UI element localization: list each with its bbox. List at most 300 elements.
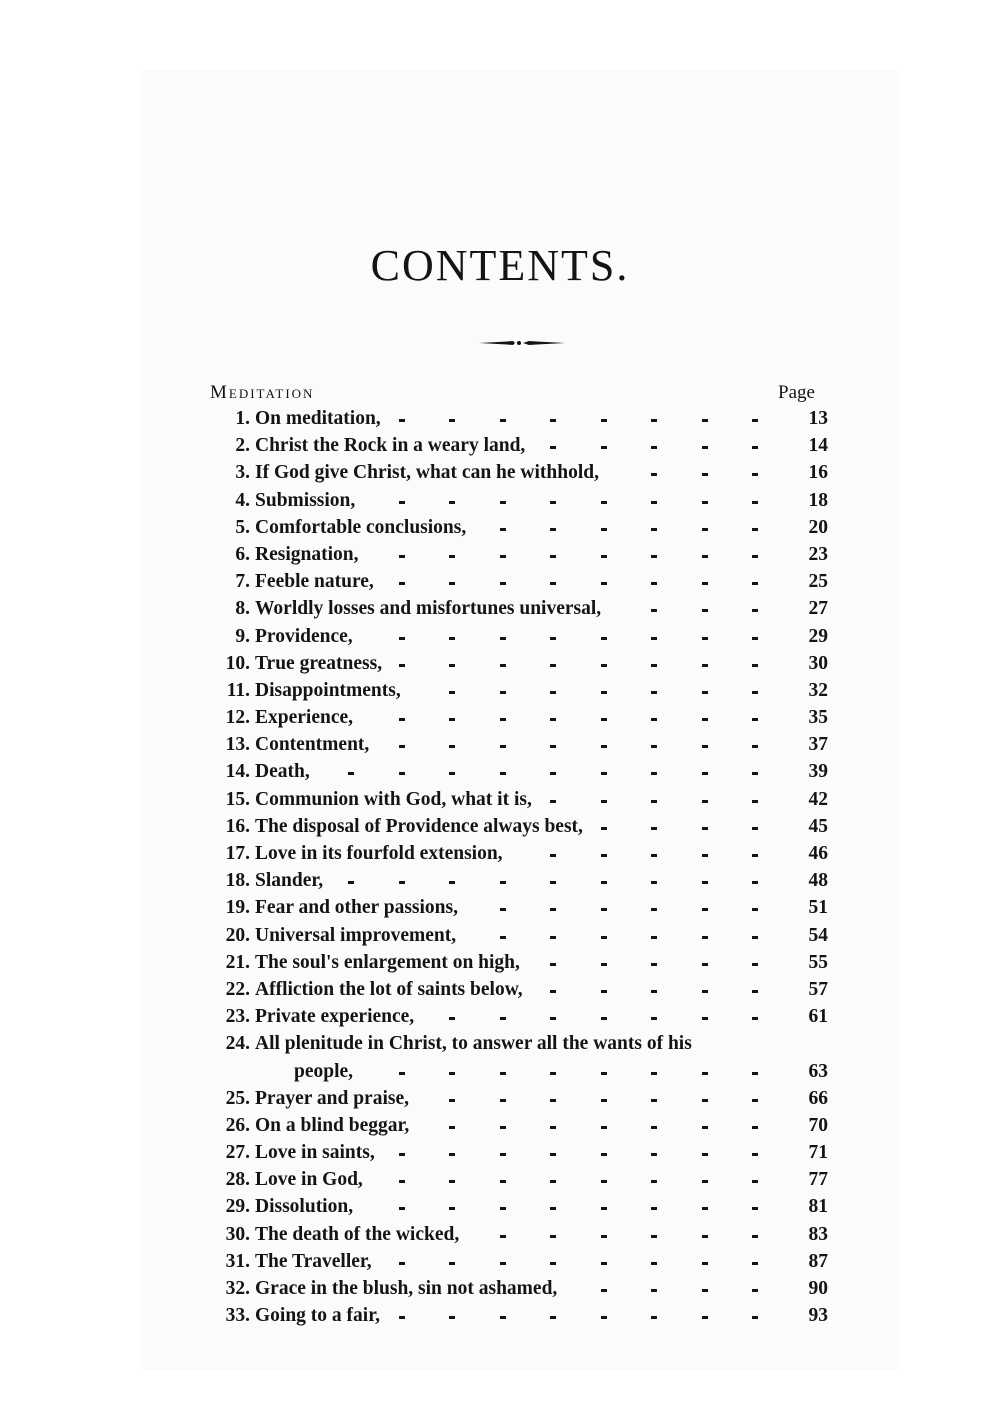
dot-leader [0, 1303, 1000, 1330]
leader-dot [348, 881, 354, 884]
dot-leader [0, 515, 1000, 542]
entry-number: 15. [225, 788, 250, 810]
leader-dot [601, 1262, 607, 1265]
leader-dot [399, 745, 405, 748]
leader-dot [752, 718, 758, 721]
dot-leader [0, 651, 1000, 678]
leader-dot [449, 1072, 455, 1075]
dot-leader [0, 1167, 1000, 1194]
leader-dot [601, 936, 607, 939]
entry-number: 11. [226, 679, 250, 701]
leader-dot [449, 1126, 455, 1129]
entry-page-number: 45 [808, 815, 828, 837]
leader-dot [651, 1289, 657, 1292]
leader-dot [550, 1099, 556, 1102]
leader-dot [651, 827, 657, 830]
entry-page-number: 14 [808, 435, 828, 457]
entry-page-number: 35 [808, 707, 828, 729]
entry-number: 8. [235, 598, 250, 620]
leader-dot [500, 772, 506, 775]
leader-dot [500, 718, 506, 721]
entry-number: 4. [235, 489, 250, 511]
toc-entry [0, 1004, 1000, 1031]
leader-dot [752, 908, 758, 911]
leader-dot [702, 908, 708, 911]
entry-page-number: 66 [808, 1087, 828, 1109]
leader-dot [702, 664, 708, 667]
leader-dot [399, 1316, 405, 1319]
leader-dot [702, 745, 708, 748]
dot-leader [0, 596, 1000, 623]
entry-number: 5. [235, 516, 250, 538]
leader-dot [601, 881, 607, 884]
leader-dot [500, 1235, 506, 1238]
entry-page-number: 46 [808, 843, 828, 864]
leader-dot [500, 1099, 506, 1102]
dot-leader [0, 787, 1000, 814]
toc-entry [0, 868, 1000, 895]
entry-title: Disappointments, [255, 679, 401, 701]
entry-page-number: 81 [808, 1196, 828, 1218]
entry-number: 27. [225, 1142, 250, 1164]
leader-dot [651, 664, 657, 667]
leader-dot [651, 637, 657, 640]
leader-dot [651, 1207, 657, 1210]
leader-dot [752, 772, 758, 775]
leader-dot [752, 555, 758, 558]
leader-dot [651, 1153, 657, 1156]
toc-entry [0, 569, 1000, 596]
leader-dot [702, 609, 708, 612]
leader-dot [702, 772, 708, 775]
toc-entry [0, 787, 1000, 814]
entry-page-number: 18 [808, 489, 828, 511]
leader-dot [601, 718, 607, 721]
entry-page-number: 57 [808, 978, 828, 1000]
leader-dot [651, 1235, 657, 1238]
leader-dot [752, 691, 758, 694]
leader-dot [752, 1099, 758, 1102]
leader-dot [702, 1207, 708, 1210]
entry-title: Going to a fair, [255, 1305, 380, 1327]
dot-leader [0, 868, 1000, 895]
leader-dot [651, 446, 657, 449]
leader-dot [601, 772, 607, 775]
leader-dot [752, 854, 758, 857]
entry-page-number: 27 [808, 598, 828, 620]
toc-entry [0, 1086, 1000, 1113]
leader-dot [651, 881, 657, 884]
toc-entry [0, 895, 1000, 922]
entry-title: Comfortable conclusions, [255, 516, 467, 538]
leader-dot [702, 1180, 708, 1183]
leader-dot [550, 854, 556, 857]
leader-dot [550, 1072, 556, 1075]
entry-title: Private experience, [255, 1006, 415, 1028]
leader-dot [651, 501, 657, 504]
entry-number: 17. [225, 843, 250, 864]
leader-dot [449, 1207, 455, 1210]
leader-dot [399, 637, 405, 640]
leader-dot [651, 1017, 657, 1020]
leader-dot [702, 637, 708, 640]
leader-dot [601, 419, 607, 422]
entry-page-number: 90 [808, 1278, 828, 1299]
leader-dot [601, 963, 607, 966]
entry-page-number: 13 [808, 408, 828, 429]
entry-number: 29. [225, 1196, 250, 1218]
leader-dot [702, 1316, 708, 1319]
leader-dot [651, 419, 657, 422]
leader-dot [752, 745, 758, 748]
leader-dot [449, 772, 455, 775]
toc-entry [0, 977, 1000, 1004]
entry-page-number: 71 [808, 1142, 828, 1164]
entry-number: 3. [235, 462, 250, 484]
leader-dot [752, 1316, 758, 1319]
dot-leader [0, 460, 1000, 487]
leader-dot [399, 419, 405, 422]
leader-dot [399, 1072, 405, 1075]
entry-page-number: 16 [808, 462, 828, 484]
meditation-header: Meditation [210, 382, 315, 403]
leader-dot [752, 582, 758, 585]
leader-dot [651, 990, 657, 993]
dot-leader [0, 977, 1000, 1004]
leader-dot [550, 664, 556, 667]
leader-dot [752, 1207, 758, 1210]
leader-dot [601, 745, 607, 748]
dot-leader [0, 542, 1000, 569]
entry-number: 9. [235, 625, 250, 647]
entry-number: 13. [225, 734, 250, 756]
toc-entry [0, 759, 1000, 786]
leader-dot [651, 963, 657, 966]
leader-dot [500, 1262, 506, 1265]
leader-dot [500, 691, 506, 694]
leader-dot [500, 1072, 506, 1075]
entry-title: Christ the Rock in a weary land, [255, 435, 526, 457]
dot-leader [0, 1276, 1000, 1303]
entry-number: 14. [225, 761, 250, 783]
entry-number: 21. [225, 951, 250, 973]
leader-dot [550, 1316, 556, 1319]
leader-dot [601, 1316, 607, 1319]
leader-dot [702, 691, 708, 694]
entry-title: people, [294, 1060, 354, 1082]
leader-dot [702, 936, 708, 939]
leader-dot [752, 1289, 758, 1292]
leader-dot [449, 745, 455, 748]
leader-dot [752, 1017, 758, 1020]
leader-dot [399, 1207, 405, 1210]
entry-title: On a blind beggar, [255, 1114, 410, 1136]
entry-number: 23. [225, 1006, 250, 1028]
leader-dot [752, 1180, 758, 1183]
leader-dot [651, 908, 657, 911]
dot-leader [0, 433, 1000, 460]
entry-title: Fear and other passions, [255, 897, 458, 919]
leader-dot [550, 990, 556, 993]
leader-dot [702, 1153, 708, 1156]
leader-dot [702, 1126, 708, 1129]
entry-number: 7. [235, 571, 250, 593]
entry-page-number: 30 [808, 652, 828, 674]
leader-dot [752, 936, 758, 939]
leader-dot [399, 1153, 405, 1156]
leader-dot [348, 772, 354, 775]
entry-title: Love in God, [255, 1169, 363, 1191]
leader-dot [702, 1289, 708, 1292]
leader-dot [651, 936, 657, 939]
leader-dot [550, 1235, 556, 1238]
leader-dot [702, 1072, 708, 1075]
leader-dot [702, 800, 708, 803]
leader-dot [702, 963, 708, 966]
leader-dot [399, 582, 405, 585]
leader-dot [500, 637, 506, 640]
entry-title: Death, [255, 761, 310, 783]
leader-dot [399, 772, 405, 775]
entry-number: 30. [225, 1223, 250, 1245]
dot-leader [0, 1059, 1000, 1086]
leader-dot [399, 501, 405, 504]
toc-entry [0, 1276, 1000, 1303]
leader-dot [550, 881, 556, 884]
dot-leader [0, 406, 1000, 433]
leader-dot [651, 1099, 657, 1102]
dot-leader [0, 814, 1000, 841]
leader-dot [752, 990, 758, 993]
leader-dot [651, 1180, 657, 1183]
leader-dot [550, 908, 556, 911]
leader-dot [702, 528, 708, 531]
leader-dot [500, 419, 506, 422]
leader-dot [449, 1099, 455, 1102]
leader-dot [550, 446, 556, 449]
leader-dot [500, 1017, 506, 1020]
entry-number: 33. [225, 1305, 250, 1327]
leader-dot [752, 800, 758, 803]
leader-dot [449, 501, 455, 504]
leader-dot [752, 528, 758, 531]
leader-dot [550, 419, 556, 422]
entry-number: 6. [235, 543, 250, 565]
entry-title: Resignation, [255, 543, 359, 565]
leader-dot [500, 1316, 506, 1319]
entry-title: All plenitude in Christ, to answer all the wants of his [255, 1033, 692, 1055]
leader-dot [399, 1262, 405, 1265]
toc-entry [0, 1031, 1000, 1058]
leader-dot [651, 745, 657, 748]
leader-dot [702, 827, 708, 830]
leader-dot [500, 501, 506, 504]
leader-dot [702, 501, 708, 504]
entry-page-number: 39 [808, 761, 828, 783]
leader-dot [601, 528, 607, 531]
dot-leader [0, 1222, 1000, 1249]
leader-dot [500, 664, 506, 667]
leader-dot [752, 473, 758, 476]
page-header: Page [778, 382, 815, 403]
toc-entry [0, 1113, 1000, 1140]
toc-entry [0, 1303, 1000, 1330]
leader-dot [449, 582, 455, 585]
leader-dot [550, 800, 556, 803]
leader-dot [702, 419, 708, 422]
entry-title: Prayer and praise, [255, 1087, 410, 1109]
entry-page-number: 61 [808, 1006, 828, 1028]
entry-number: 16. [225, 815, 250, 837]
leader-dot [601, 582, 607, 585]
leader-dot [601, 1207, 607, 1210]
leader-dot [601, 1017, 607, 1020]
leader-dot [601, 908, 607, 911]
leader-dot [500, 555, 506, 558]
leader-dot [500, 1207, 506, 1210]
leader-dot [500, 745, 506, 748]
leader-dot [752, 1126, 758, 1129]
entry-title: Love in its fourfold extension, [255, 843, 503, 864]
leader-dot [702, 446, 708, 449]
leader-dot [752, 1072, 758, 1075]
leader-dot [601, 637, 607, 640]
entry-title: The Traveller, [255, 1250, 372, 1272]
entry-page-number: 93 [808, 1305, 828, 1327]
leader-dot [651, 555, 657, 558]
leader-dot [601, 1235, 607, 1238]
leader-dot [449, 718, 455, 721]
toc-entry [0, 651, 1000, 678]
toc-entry [0, 542, 1000, 569]
leader-dot [702, 582, 708, 585]
dot-leader [0, 1004, 1000, 1031]
entry-page-number: 83 [808, 1223, 828, 1245]
entry-title: The death of the wicked, [255, 1223, 460, 1245]
dot-leader [0, 1249, 1000, 1276]
entry-number: 28. [225, 1169, 250, 1191]
leader-dot [752, 609, 758, 612]
leader-dot [752, 501, 758, 504]
toc-entry [0, 433, 1000, 460]
leader-dot [601, 854, 607, 857]
toc-entry [0, 732, 1000, 759]
leader-dot [550, 1262, 556, 1265]
leader-dot [702, 881, 708, 884]
leader-dot [601, 501, 607, 504]
leader-dot [500, 528, 506, 531]
leader-dot [752, 1153, 758, 1156]
toc-entry [0, 488, 1000, 515]
leader-dot [601, 1099, 607, 1102]
leader-dot [702, 854, 708, 857]
dot-leader [0, 624, 1000, 651]
entry-title: Universal improvement, [255, 924, 457, 946]
leader-dot [601, 664, 607, 667]
entry-number: 24. [225, 1033, 250, 1055]
entry-number: 26. [225, 1114, 250, 1136]
leader-dot [702, 1017, 708, 1020]
entry-number: 18. [225, 870, 250, 892]
leader-dot [449, 664, 455, 667]
toc-entry [0, 624, 1000, 651]
leader-dot [550, 582, 556, 585]
dot-leader [0, 1086, 1000, 1113]
entry-number: 12. [225, 707, 250, 729]
leader-dot [550, 691, 556, 694]
ornament-divider-icon [477, 336, 567, 350]
dot-leader [0, 950, 1000, 977]
leader-dot [651, 1262, 657, 1265]
toc-entry [0, 460, 1000, 487]
toc-entry [0, 678, 1000, 705]
entry-page-number: 48 [808, 870, 828, 892]
entry-title: Slander, [255, 870, 324, 892]
dot-leader [0, 488, 1000, 515]
entry-title: On meditation, [255, 408, 381, 429]
entry-title: The disposal of Providence always best, [255, 815, 583, 837]
entry-number: 19. [225, 897, 250, 919]
leader-dot [601, 1153, 607, 1156]
dot-leader [0, 732, 1000, 759]
leader-dot [550, 637, 556, 640]
dot-leader [0, 569, 1000, 596]
entry-page-number: 87 [808, 1250, 828, 1272]
leader-dot [752, 419, 758, 422]
toc-entry [0, 1222, 1000, 1249]
leader-dot [550, 528, 556, 531]
leader-dot [651, 854, 657, 857]
leader-dot [702, 1262, 708, 1265]
dot-leader [0, 1140, 1000, 1167]
entry-page-number: 37 [808, 734, 828, 756]
entry-title: Submission, [255, 489, 356, 511]
entry-title: Affliction the lot of saints below, [255, 978, 523, 1000]
dot-leader [0, 841, 1000, 868]
leader-dot [601, 1072, 607, 1075]
leader-dot [550, 555, 556, 558]
leader-dot [500, 881, 506, 884]
leader-dot [752, 827, 758, 830]
toc-entry [0, 1167, 1000, 1194]
leader-dot [651, 473, 657, 476]
leader-dot [399, 664, 405, 667]
leader-dot [651, 691, 657, 694]
toc-entry [0, 1249, 1000, 1276]
dot-leader [0, 759, 1000, 786]
leader-dot [601, 691, 607, 694]
leader-dot [601, 827, 607, 830]
leader-dot [500, 582, 506, 585]
leader-dot [702, 1235, 708, 1238]
toc-entry [0, 406, 1000, 433]
leader-dot [500, 1126, 506, 1129]
entry-title: Feeble nature, [255, 571, 374, 593]
leader-dot [651, 800, 657, 803]
leader-dot [651, 528, 657, 531]
leader-dot [399, 881, 405, 884]
dot-leader [0, 1113, 1000, 1140]
entry-page-number: 54 [808, 924, 828, 946]
entry-number: 2. [235, 435, 250, 457]
leader-dot [550, 1126, 556, 1129]
leader-dot [752, 1235, 758, 1238]
entry-title: True greatness, [255, 652, 383, 674]
leader-dot [601, 446, 607, 449]
leader-dot [702, 990, 708, 993]
leader-dot [601, 1289, 607, 1292]
entry-number: 20. [225, 924, 250, 946]
